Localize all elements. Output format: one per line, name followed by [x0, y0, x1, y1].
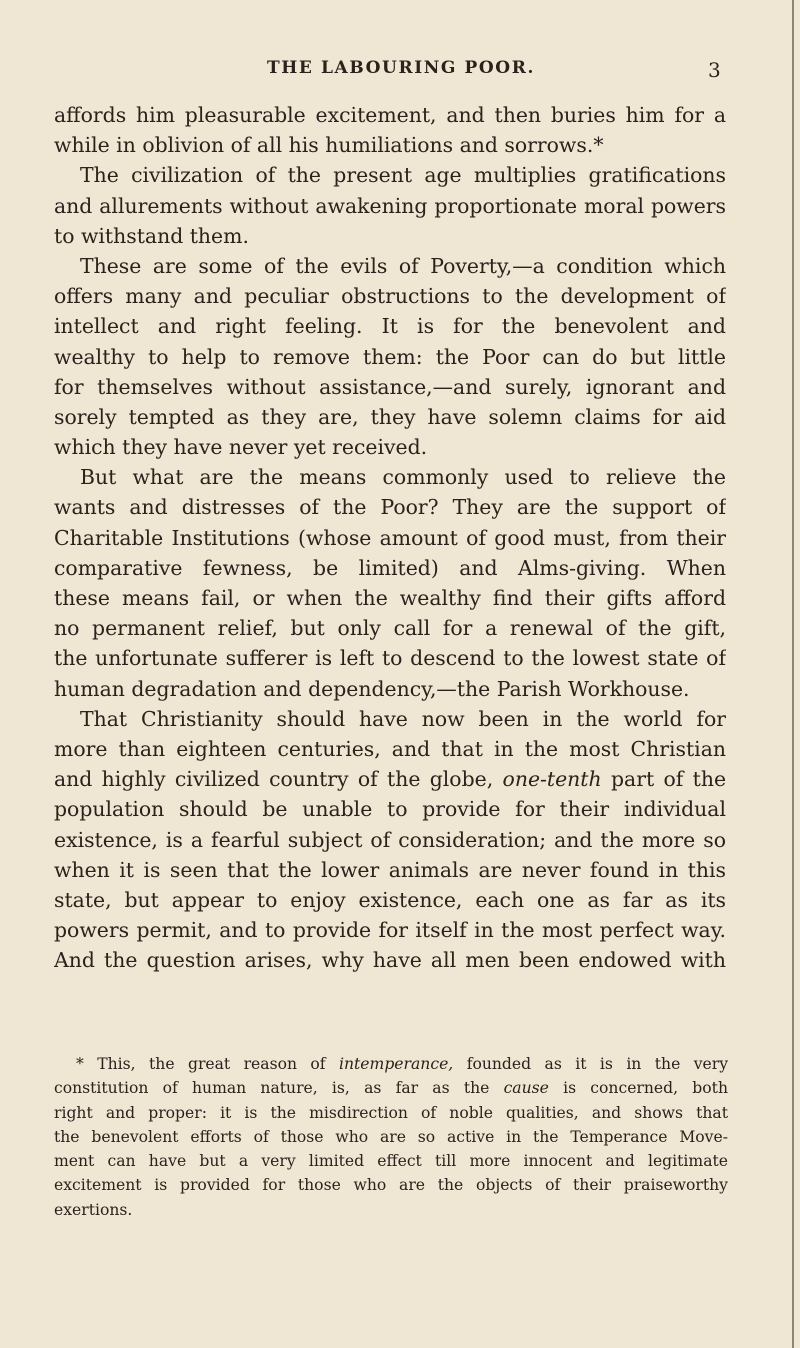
footnote-line: ment can have but a very limited effect till more innocent and legitimate: [54, 1152, 728, 1171]
text-segment: part of the: [610, 767, 726, 792]
text-line: the unfortunate sufferer is left to descend to the lowest state of: [54, 646, 726, 671]
text-line: when it is seen that the lower animals are never found in this: [54, 857, 726, 882]
text-line: existence, is a fearful subject of consideration; and the more so: [54, 827, 726, 852]
text-line: no permanent relief, but only call for a renewal of the gift,: [54, 616, 726, 641]
text-line: population should be unable to provide for their individual: [54, 797, 726, 822]
text-line: These are some of the evils of Poverty,—a condition which: [80, 253, 726, 278]
page-number: 3: [708, 58, 721, 82]
text-line: But what are the means commonly used to relieve the: [80, 465, 726, 490]
text-line: wealthy to help to remove them: the Poor can do but little: [54, 344, 726, 369]
text-line: intellect and right feeling. It is for the benevolent and: [54, 314, 726, 339]
text-line: comparative fewness, be limited) and Alms-giving. When: [54, 555, 726, 580]
text-segment: constitution of human nature, is, as far as the: [54, 1079, 490, 1098]
text-line: state, but appear to enjoy existence, each one as far as its: [54, 887, 726, 912]
running-head: THE LABOURING POOR.: [267, 58, 535, 78]
text-line: these means fail, or when the wealthy find their gifts afford: [54, 586, 726, 610]
text-line: wants and distresses of the Poor? They are the support of: [54, 495, 726, 520]
italic-emphasis: one-tenth: [502, 767, 602, 792]
text-line: for themselves without assistance,—and surely, ignorant and: [54, 374, 726, 399]
text-segment: and highly civilized country of the globe,: [54, 767, 494, 792]
italic-emphasis: cause: [503, 1079, 549, 1098]
footnote-line: [54, 1052, 728, 1076]
text-segment: * This, the great reason of: [76, 1055, 326, 1073]
text-line: That Christianity should have now been in the world for: [80, 706, 726, 731]
text-segment: is concerned, both: [563, 1079, 728, 1098]
italic-emphasis: intemperance,: [339, 1055, 454, 1073]
footnote-line: exertions.: [54, 1200, 133, 1219]
text-line: The civilization of the present age multiplies gratifications: [80, 163, 726, 188]
footnote-line: right and proper: it is the misdirection of noble qualities, and shows that: [54, 1103, 728, 1122]
page-edge: [792, 0, 794, 1348]
text-line: And the question arises, why have all men been endowed with: [54, 948, 726, 973]
footnote-line: excitement is provided for those who are the objects of their praiseworthy: [54, 1176, 728, 1195]
footnote-line: the benevolent efforts of those who are so active in the Temperance Move-: [54, 1127, 728, 1146]
text-line: and allurements without awakening proportionate moral powers: [54, 193, 726, 218]
text-line: offers many and peculiar obstructions to the development of: [54, 284, 726, 309]
text-line: while in oblivion of all his humiliations and sorrows.*: [54, 133, 604, 158]
text-line: human degradation and dependency,—the Parish Workhouse.: [54, 676, 690, 701]
text-line: which they have never yet received.: [54, 435, 428, 460]
text-line: sorely tempted as they are, they have solemn claims for aid: [54, 404, 726, 429]
body-text: [54, 100, 726, 975]
footnote: [54, 1052, 728, 1222]
text-line: Charitable Institutions (whose amount of good must, from their: [54, 525, 726, 550]
text-segment: founded as it is in the very: [466, 1055, 728, 1073]
footnote-line: [54, 1076, 728, 1100]
text-line: affords him pleasurable excitement, and then buries him for a: [54, 103, 726, 127]
text-line: powers permit, and to provide for itself in the most perfect way.: [54, 918, 726, 943]
text-line: more than eighteen centuries, and that in the most Christian: [54, 736, 726, 761]
text-line-with-italic: [54, 764, 726, 794]
text-line: to withstand them.: [54, 223, 249, 248]
